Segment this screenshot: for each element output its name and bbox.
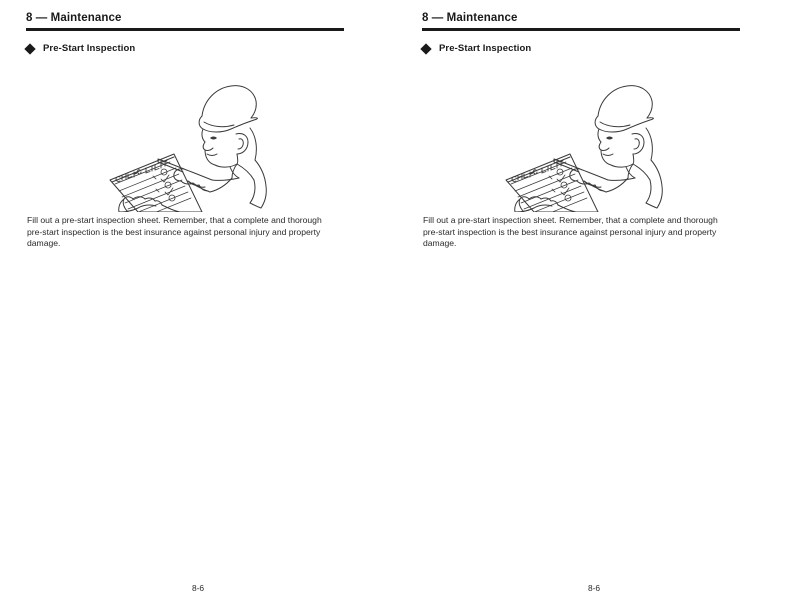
page-header	[422, 11, 740, 31]
diamond-bullet-icon	[420, 43, 431, 54]
page-header	[26, 11, 344, 31]
header-rule	[422, 28, 740, 31]
page-title: 8 — Maintenance	[422, 12, 518, 24]
worker-reviewing-checklist-illustration	[494, 72, 669, 212]
manual-page-right	[396, 0, 792, 612]
section-heading-label: Pre-Start Inspection	[439, 43, 532, 54]
page-footer-number: 8-6	[587, 583, 601, 593]
section-heading	[26, 43, 135, 54]
section-heading	[422, 43, 531, 54]
page-footer-number: 8-6	[191, 583, 205, 593]
body-paragraph: Fill out a pre-start inspection sheet. Remember, that a complete and thorough pre-start inspection is the best insurance against personal injury and property damage.	[423, 215, 718, 249]
page-title: 8 — Maintenance	[26, 12, 122, 24]
header-rule	[26, 28, 344, 31]
diamond-bullet-icon	[24, 43, 35, 54]
body-paragraph: Fill out a pre-start inspection sheet. Remember, that a complete and thorough pre-start inspection is the best insurance against personal injury and property damage.	[27, 215, 322, 249]
worker-reviewing-checklist-illustration	[98, 72, 273, 212]
section-heading-label: Pre-Start Inspection	[43, 43, 136, 54]
